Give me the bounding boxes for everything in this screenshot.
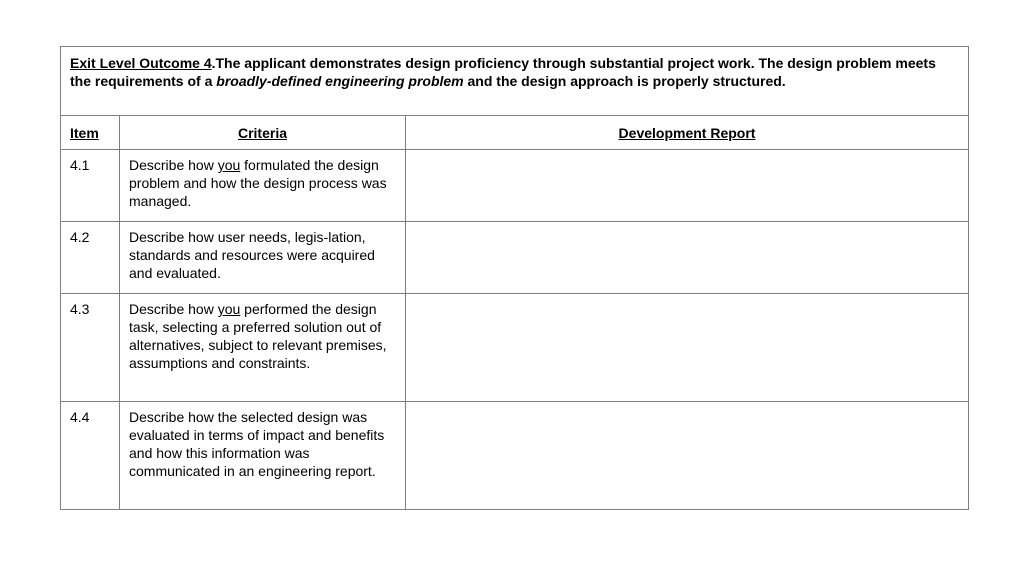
criteria-text bbox=[120, 222, 406, 294]
item-number: 4.3 bbox=[61, 294, 120, 402]
header-criteria: Criteria bbox=[120, 116, 406, 150]
outcome-emphasis: broadly-defined engineering problem bbox=[216, 73, 464, 89]
criteria-text-post: performed the design task, selecting a preferred solution out of alternatives, subject to relevant premises, assumptions and constraints. bbox=[129, 301, 387, 371]
criteria-text-pre: Describe how bbox=[129, 157, 218, 173]
header-development-report: Development Report bbox=[406, 116, 969, 150]
report-cell[interactable] bbox=[406, 294, 969, 402]
item-number: 4.2 bbox=[61, 222, 120, 294]
report-cell[interactable] bbox=[406, 150, 969, 222]
outcome-label: Exit Level Outcome 4 bbox=[70, 55, 212, 71]
table-row bbox=[61, 222, 969, 294]
criteria-text-pre: Describe how bbox=[129, 301, 218, 317]
item-number: 4.4 bbox=[61, 402, 120, 510]
criteria-text-pre: Describe how user needs, legis-lation, standards and resources were acquired and evaluated. bbox=[129, 229, 375, 281]
outcome-row bbox=[61, 47, 969, 116]
item-number: 4.1 bbox=[61, 150, 120, 222]
criteria-text-underlined: you bbox=[217, 301, 241, 317]
outcome-text-2: and the design approach is properly structured. bbox=[463, 73, 786, 89]
criteria-text bbox=[120, 294, 406, 402]
criteria-text-post: formulated the design problem and how the design process was managed. bbox=[129, 157, 387, 209]
header-row bbox=[61, 116, 969, 150]
table-row bbox=[61, 150, 969, 222]
report-cell[interactable] bbox=[406, 402, 969, 510]
report-cell[interactable] bbox=[406, 222, 969, 294]
outcome-table bbox=[60, 46, 969, 510]
criteria-text bbox=[120, 402, 406, 510]
criteria-text-pre: Describe how the selected design was evaluated in terms of impact and benefits and how this information was communicated in an engineering report. bbox=[129, 409, 385, 479]
criteria-text bbox=[120, 150, 406, 222]
outcome-text-1: .The applicant demonstrates design proficiency through substantial project work. The design problem meets the requirements of a bbox=[70, 55, 936, 89]
table-row bbox=[61, 402, 969, 510]
table-row bbox=[61, 294, 969, 402]
outcome-statement bbox=[61, 47, 969, 116]
header-item: Item bbox=[61, 116, 120, 150]
criteria-text-underlined: you bbox=[217, 157, 241, 173]
